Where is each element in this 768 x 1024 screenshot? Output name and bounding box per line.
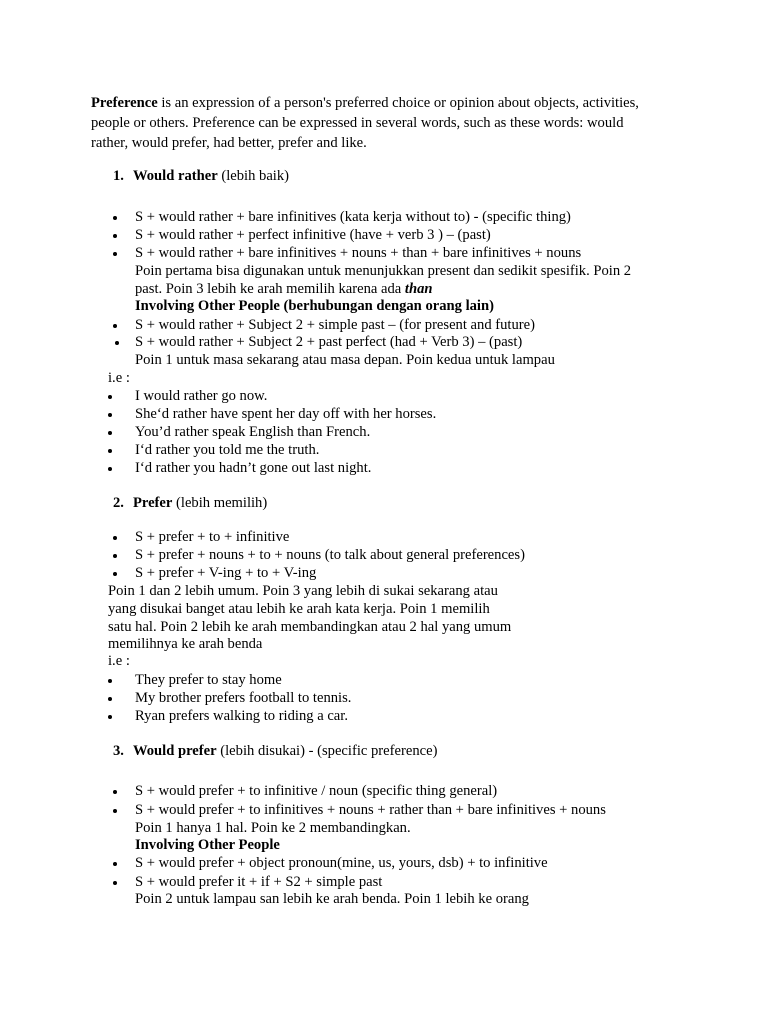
s3-note-1: Poin 1 hanya 1 hal. Poin ke 2 membandingkan. — [135, 820, 411, 836]
bullet-icon — [113, 554, 117, 558]
s2-ie-label: i.e : — [108, 653, 130, 669]
s1-example: I‘d rather you told me the truth. — [135, 442, 320, 458]
s1-note-2: past. Poin 3 lebih ke arah memilih karena ada than — [135, 281, 433, 297]
bullet-icon — [108, 679, 112, 683]
bullet-icon — [113, 809, 117, 813]
bullet-icon — [108, 449, 112, 453]
bullet-icon — [113, 572, 117, 576]
bullet-icon — [113, 790, 117, 794]
bullet-icon — [113, 536, 117, 540]
section-3-heading: 3. Would prefer (lebih disukai) - (specific preference) — [113, 743, 438, 759]
s1-pattern: S + would rather + bare infinitives + nouns + than + bare infinitives + nouns — [135, 245, 582, 261]
intro-line-2: people or others. Preference can be expressed in several words, such as these words: would — [91, 115, 624, 131]
s1-note-3: Poin 1 untuk masa sekarang atau masa depan. Poin kedua untuk lampau — [135, 352, 555, 368]
bullet-icon — [113, 216, 117, 220]
intro-line-3: rather, would prefer, had better, prefer and like. — [91, 135, 367, 151]
bullet-icon — [108, 395, 112, 399]
s1-other-pattern: S + would rather + Subject 2 + past perfect (had + Verb 3) – (past) — [135, 334, 523, 350]
section-1-heading: 1. Would rather (lebih baik) — [113, 168, 290, 184]
bullet-icon — [113, 862, 117, 866]
bullet-icon — [108, 467, 112, 471]
s2-note: memilihnya ke arah benda — [108, 636, 263, 652]
s1-example: She‘d rather have spent her day off with her horses. — [135, 406, 437, 422]
bullet-icon — [108, 431, 112, 435]
s1-pattern: S + would rather + bare infinitives (kata kerja without to) - (specific thing) — [135, 209, 571, 225]
s3-pattern: S + would prefer + to infinitives + nouns + rather than + bare infinitives + nouns — [135, 802, 606, 818]
bullet-icon — [113, 234, 117, 238]
s2-pattern: S + prefer + to + infinitive — [135, 529, 290, 545]
s2-example: Ryan prefers walking to riding a car. — [135, 708, 348, 724]
s1-example: I would rather go now. — [135, 388, 268, 404]
s3-other-heading: Involving Other People — [135, 837, 280, 853]
s2-pattern: S + prefer + V-ing + to + V-ing — [135, 565, 317, 581]
bullet-icon — [113, 881, 117, 885]
s2-note: Poin 1 dan 2 lebih umum. Poin 3 yang lebih di sukai sekarang atau — [108, 583, 498, 599]
bullet-icon — [108, 413, 112, 417]
s3-other-pattern: S + would prefer + object pronoun(mine, us, yours, dsb) + to infinitive — [135, 855, 548, 871]
s1-note-1: Poin pertama bisa digunakan untuk menunjukkan present dan sedikit spesifik. Poin 2 — [135, 263, 632, 279]
s2-pattern: S + prefer + nouns + to + nouns (to talk about general preferences) — [135, 547, 525, 563]
bullet-icon — [113, 324, 117, 328]
s2-example: They prefer to stay home — [135, 672, 282, 688]
s1-other-heading: Involving Other People (berhubungan dengan orang lain) — [135, 298, 494, 314]
s1-other-pattern: S + would rather + Subject 2 + simple past – (for present and future) — [135, 317, 535, 333]
s2-example: My brother prefers football to tennis. — [135, 690, 352, 706]
s1-ie-label: i.e : — [108, 370, 130, 386]
section-2-heading: 2. Prefer (lebih memilih) — [113, 495, 268, 511]
s3-note-2: Poin 2 untuk lampau san lebih ke arah benda. Poin 1 lebih ke orang — [135, 891, 529, 907]
s1-pattern: S + would rather + perfect infinitive (have + verb 3 ) – (past) — [135, 227, 491, 243]
s2-note: yang disukai banget atau lebih ke arah kata kerja. Poin 1 memilih — [108, 601, 490, 617]
s3-pattern: S + would prefer + to infinitive / noun (specific thing general) — [135, 783, 498, 799]
intro-term: Preference — [91, 95, 158, 111]
bullet-icon — [108, 715, 112, 719]
bullet-icon — [108, 697, 112, 701]
s1-example: I‘d rather you hadn’t gone out last night. — [135, 460, 372, 476]
bullet-icon — [115, 341, 119, 345]
intro-line-1: Preference is an expression of a person's preferred choice or opinion about objects, activities, — [91, 95, 639, 111]
bullet-icon — [113, 252, 117, 256]
s1-example: You’d rather speak English than French. — [135, 424, 371, 440]
s2-note: satu hal. Poin 2 lebih ke arah membandingkan atau 2 hal yang umum — [108, 619, 512, 635]
s3-other-pattern: S + would prefer it + if + S2 + simple past — [135, 874, 383, 890]
